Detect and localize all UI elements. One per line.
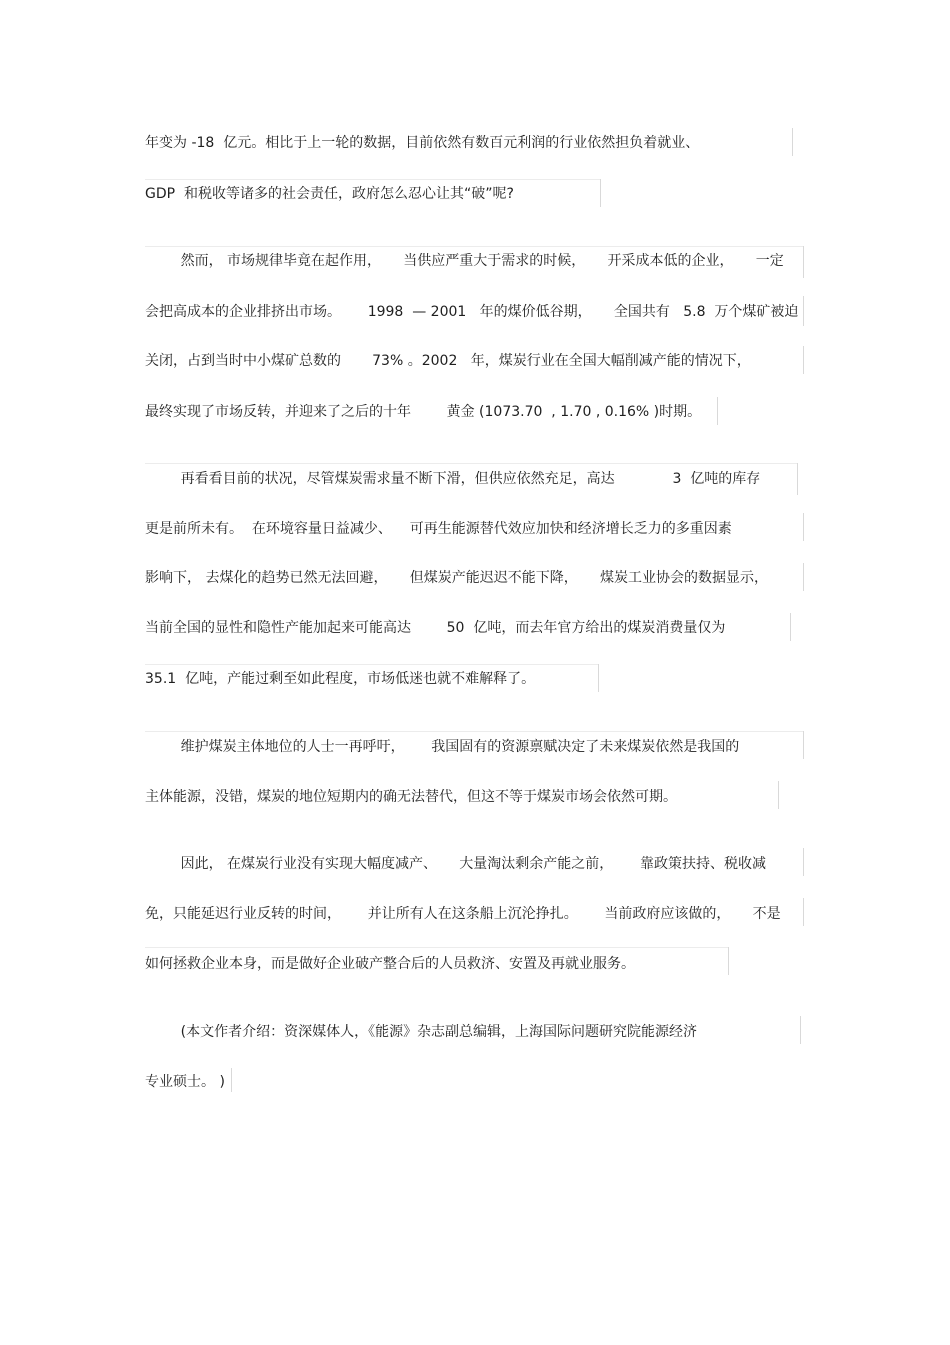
text-line: 再看看目前的状况，尽管煤炭需求量不断下滑，但供应依然充足，高达 3 亿吨的库存 <box>145 471 761 487</box>
line-divider <box>790 613 791 641</box>
line-divider <box>145 947 728 948</box>
text-line: 免，只能延迟行业反转的时间， 并让所有人在这条船上沉沦挣扎。 当前政府应该做的， 不是 <box>145 906 781 922</box>
line-divider <box>145 179 600 180</box>
text-line: 主体能源，没错，煤炭的地位短期内的确无法替代，但这不等于煤炭市场会依然可期。 <box>145 789 677 805</box>
line-divider <box>803 563 804 591</box>
text-line: 然而， 市场规律毕竟在起作用， 当供应严重大于需求的时候， 开采成本低的企业， 一定 <box>145 253 784 269</box>
line-divider <box>728 947 729 975</box>
line-divider <box>717 397 718 425</box>
line-divider <box>792 128 793 156</box>
line-divider <box>778 781 779 809</box>
line-divider <box>231 1068 232 1092</box>
line-divider <box>600 179 601 207</box>
line-divider <box>803 246 804 278</box>
line-divider <box>145 731 803 732</box>
text-line: 影响下， 去煤化的趋势已然无法回避， 但煤炭产能迟迟不能下降， 煤炭工业协会的数据显示， <box>145 570 768 586</box>
line-divider <box>803 898 804 926</box>
text-line: 最终实现了市场反转，并迎来了之后的十年 黄金 (1073.70 , 1.70 , 0.16% )时期。 <box>145 404 702 420</box>
text-line: 专业硕士。 ) <box>145 1074 225 1090</box>
line-divider <box>145 664 598 665</box>
text-line: 因此， 在煤炭行业没有实现大幅度减产、 大量淘汰剩余产能之前， 靠政策扶持、税收减 <box>145 856 767 872</box>
line-divider <box>800 1016 801 1044</box>
text-line: (本文作者介绍：资深媒体人，《能源》杂志副总编辑，上海国际问题研究院能源经济 <box>145 1024 698 1040</box>
line-divider <box>803 346 804 374</box>
text-line: 会把高成本的企业排挤出市场。 1998 — 2001 年的煤价低谷期， 全国共有 5.8 万个煤矿被迫 <box>145 304 799 320</box>
text-line: 年变为 -18 亿元。相比于上一轮的数据，目前依然有数百元利润的行业依然担负着就业、 <box>145 135 700 151</box>
line-divider <box>803 848 804 876</box>
line-divider <box>145 246 803 247</box>
line-divider <box>145 463 797 464</box>
text-line: 如何拯救企业本身，而是做好企业破产整合后的人员救济、安置及再就业服务。 <box>145 956 635 972</box>
line-divider <box>803 513 804 541</box>
line-divider <box>598 664 599 692</box>
line-divider <box>797 463 798 495</box>
text-line: 35.1 亿吨，产能过剩至如此程度，市场低迷也就不难解释了。 <box>145 671 536 687</box>
text-line: GDP 和税收等诸多的社会责任，政府怎么忍心让其“破”呢? <box>145 186 514 202</box>
text-line: 维护煤炭主体地位的人士一再呼吁， 我国固有的资源禀赋决定了未来煤炭依然是我国的 <box>145 739 740 755</box>
text-line: 当前全国的显性和隐性产能加起来可能高达 50 亿吨，而去年官方给出的煤炭消费量仅为 <box>145 620 726 636</box>
text-line: 关闭，占到当时中小煤矿总数的 73% 。2002 年，煤炭行业在全国大幅削减产能的情况下， <box>145 353 751 369</box>
text-line: 更是前所未有。 在环境容量日益减少、 可再生能源替代效应加快和经济增长乏力的多重因素 <box>145 521 732 537</box>
line-divider <box>803 296 804 326</box>
line-divider <box>803 731 804 759</box>
